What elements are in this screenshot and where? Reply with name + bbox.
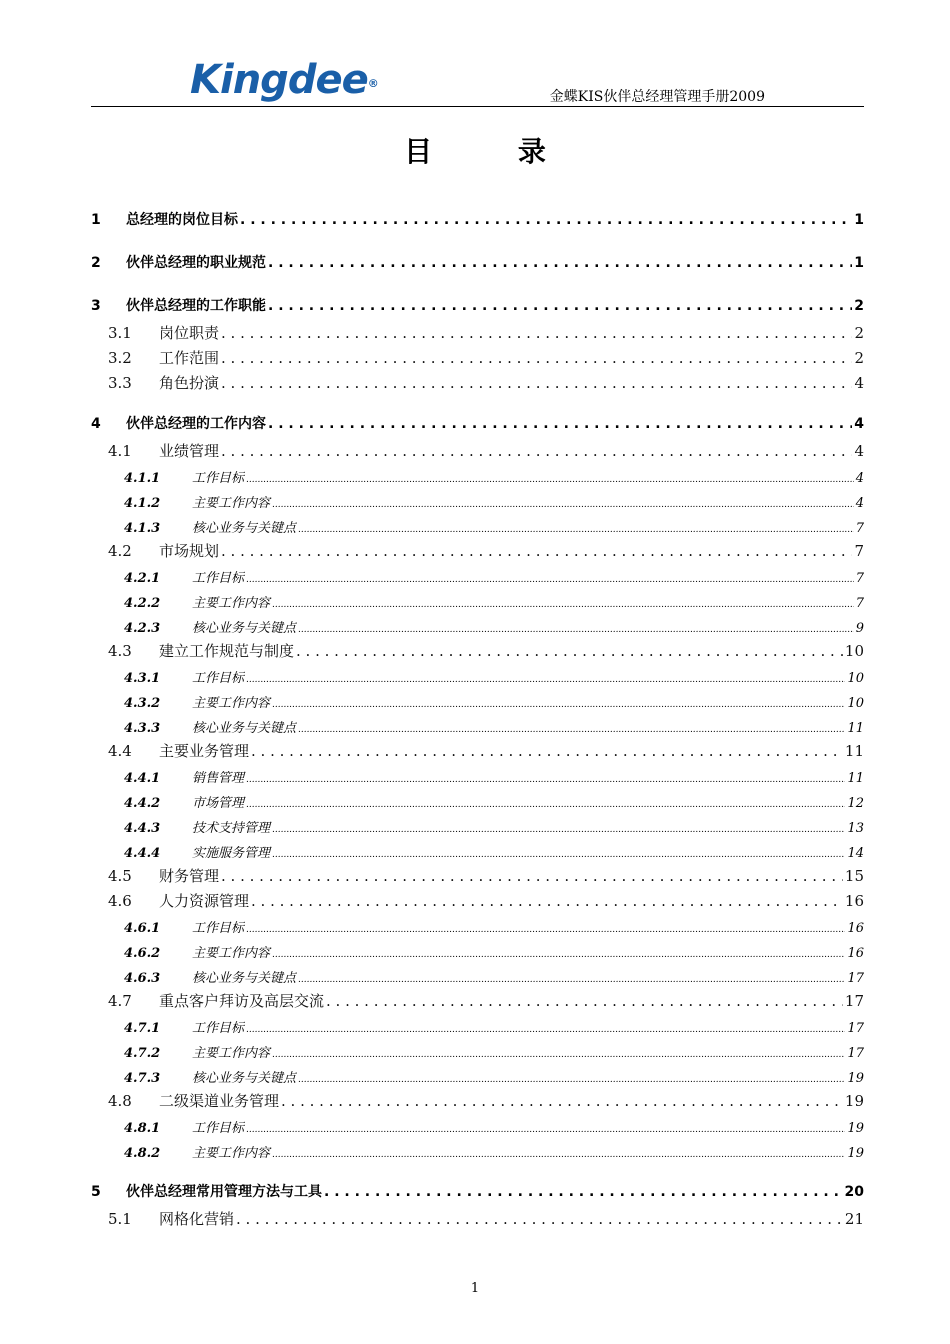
toc-entry-number: 5 bbox=[91, 1184, 101, 1200]
toc-leader-dots bbox=[246, 1021, 845, 1036]
toc-entry-page: 7 bbox=[855, 596, 864, 611]
toc-entry-title: 主要业务管理 bbox=[159, 742, 250, 760]
toc-entry[interactable] bbox=[91, 863, 864, 888]
toc-entry-page: 11 bbox=[847, 771, 864, 786]
logo-text: Kingdee bbox=[190, 57, 368, 103]
toc-leader-dots bbox=[272, 496, 854, 511]
toc-leader-dots bbox=[246, 771, 845, 786]
toc-entry[interactable] bbox=[91, 1088, 864, 1113]
toc-entry[interactable] bbox=[91, 663, 864, 688]
toc-entry[interactable] bbox=[91, 243, 864, 277]
toc-entry[interactable] bbox=[91, 1206, 864, 1231]
toc-entry-page: 13 bbox=[847, 821, 864, 836]
toc-leader-dots bbox=[246, 921, 845, 936]
toc-entry-number: 4.3 bbox=[108, 642, 132, 660]
toc-entry-title: 角色扮演 bbox=[159, 374, 220, 392]
toc-entry[interactable] bbox=[91, 463, 864, 488]
toc-entry-number: 4.3.2 bbox=[124, 696, 161, 711]
toc-entry[interactable] bbox=[91, 404, 864, 438]
toc-entry-title: 总经理的岗位目标 bbox=[126, 212, 238, 228]
toc-entry[interactable] bbox=[91, 513, 864, 538]
toc-entry-number: 4.7 bbox=[108, 992, 132, 1010]
toc-entry-page: 19 bbox=[847, 1121, 864, 1136]
header-rule bbox=[91, 106, 864, 107]
toc-entry-title: 主要工作内容 bbox=[192, 596, 271, 611]
toc-leader-dots bbox=[296, 642, 843, 660]
toc-leader-dots bbox=[246, 796, 845, 811]
toc-entry[interactable] bbox=[91, 738, 864, 763]
toc-leader-dots bbox=[246, 471, 854, 486]
toc-entry[interactable] bbox=[91, 538, 864, 563]
toc-entry[interactable] bbox=[91, 1038, 864, 1063]
toc-entry-page: 16 bbox=[847, 921, 864, 936]
toc-entry-number: 4.8.1 bbox=[124, 1121, 161, 1136]
toc-entry-title: 市场管理 bbox=[192, 796, 245, 811]
toc-entry-title: 伙伴总经理的职业规范 bbox=[126, 255, 266, 271]
toc-entry-title: 主要工作内容 bbox=[192, 696, 271, 711]
toc-entry-page: 1 bbox=[854, 212, 864, 228]
toc-entry[interactable] bbox=[91, 438, 864, 463]
toc-entry-title: 建立工作规范与制度 bbox=[159, 642, 295, 660]
toc-leader-dots bbox=[246, 671, 845, 686]
toc-leader-dots bbox=[326, 992, 843, 1010]
toc-entry[interactable] bbox=[91, 688, 864, 713]
toc-entry-title: 工作目标 bbox=[192, 471, 245, 486]
toc-entry-number: 4 bbox=[91, 416, 101, 432]
toc-entry-page: 16 bbox=[847, 946, 864, 961]
toc-entry-number: 4.4 bbox=[108, 742, 132, 760]
toc-entry-number: 4.1.1 bbox=[124, 471, 161, 486]
toc-entry-title: 岗位职责 bbox=[159, 324, 220, 342]
toc-entry-title: 销售管理 bbox=[192, 771, 245, 786]
toc-entry[interactable] bbox=[91, 488, 864, 513]
toc-entry-number: 3.2 bbox=[108, 349, 132, 367]
toc-entry-page: 11 bbox=[844, 742, 864, 760]
toc-entry-page: 7 bbox=[855, 571, 864, 586]
toc-entry-title: 业绩管理 bbox=[159, 442, 220, 460]
toc-entry-number: 4.4.4 bbox=[124, 846, 161, 861]
toc-leader-dots bbox=[298, 621, 854, 636]
toc-entry-page: 17 bbox=[847, 1046, 864, 1061]
toc-entry-page: 21 bbox=[844, 1210, 864, 1228]
toc-entry-title: 伙伴总经理的工作职能 bbox=[126, 298, 266, 314]
toc-entry-page: 7 bbox=[855, 521, 864, 536]
toc-entry-number: 4.1 bbox=[108, 442, 132, 460]
toc-entry[interactable] bbox=[91, 613, 864, 638]
toc-entry-number: 3.1 bbox=[108, 324, 132, 342]
toc-entry-number: 4.4.2 bbox=[124, 796, 161, 811]
toc-entry-page: 7 bbox=[854, 542, 864, 560]
toc-entry-title: 主要工作内容 bbox=[192, 1146, 271, 1161]
toc-entry-number: 4.2.3 bbox=[124, 621, 161, 636]
toc-entry-page: 16 bbox=[844, 892, 864, 910]
toc-entry-title: 主要工作内容 bbox=[192, 946, 271, 961]
toc-entry-page: 12 bbox=[847, 796, 864, 811]
toc-entry[interactable] bbox=[91, 563, 864, 588]
toc-entry[interactable] bbox=[91, 813, 864, 838]
toc-entry-page: 1 bbox=[854, 255, 864, 271]
toc-entry-number: 4.2.2 bbox=[124, 596, 161, 611]
toc-entry-page: 20 bbox=[844, 1184, 864, 1200]
toc-entry[interactable] bbox=[91, 1063, 864, 1088]
toc-leader-dots bbox=[272, 1046, 845, 1061]
toc-entry-page: 10 bbox=[844, 642, 864, 660]
toc-entry-page: 10 bbox=[847, 696, 864, 711]
toc-entry[interactable] bbox=[91, 963, 864, 988]
toc-leader-dots bbox=[240, 212, 852, 228]
toc-entry-number: 5.1 bbox=[108, 1210, 132, 1228]
toc-entry[interactable] bbox=[91, 320, 864, 345]
toc-entry[interactable] bbox=[91, 1172, 864, 1206]
toc-entry-number: 4.3.3 bbox=[124, 721, 161, 736]
toc-leader-dots bbox=[272, 946, 845, 961]
toc-entry[interactable] bbox=[91, 788, 864, 813]
toc-entry-title: 伙伴总经理常用管理方法与工具 bbox=[126, 1184, 322, 1200]
toc-leader-dots bbox=[221, 442, 852, 460]
toc-entry-title: 重点客户拜访及高层交流 bbox=[159, 992, 325, 1010]
toc-entry-number: 4.4.1 bbox=[124, 771, 161, 786]
toc-entry-title: 实施服务管理 bbox=[192, 846, 271, 861]
toc-leader-dots bbox=[221, 349, 852, 367]
toc-entry[interactable] bbox=[91, 988, 864, 1013]
toc-leader-dots bbox=[298, 721, 845, 736]
toc-entry-page: 11 bbox=[847, 721, 864, 736]
toc-entry-number: 4.8.2 bbox=[124, 1146, 161, 1161]
toc-entry-page: 14 bbox=[847, 846, 864, 861]
toc-leader-dots bbox=[221, 324, 852, 342]
toc-entry-number: 4.4.3 bbox=[124, 821, 161, 836]
toc-entry-number: 4.1.2 bbox=[124, 496, 161, 511]
page-number: 1 bbox=[470, 1281, 480, 1296]
toc-entry-title: 财务管理 bbox=[159, 867, 220, 885]
toc-entry-title: 工作目标 bbox=[192, 671, 245, 686]
toc-leader-dots bbox=[221, 374, 852, 392]
toc-entry[interactable] bbox=[91, 888, 864, 913]
toc-leader-dots bbox=[272, 846, 845, 861]
toc-entry-number: 4.2 bbox=[108, 542, 132, 560]
toc-entry-number: 4.3.1 bbox=[124, 671, 161, 686]
toc-leader-dots bbox=[268, 255, 852, 271]
toc-leader-dots bbox=[246, 571, 854, 586]
toc-entry-page: 19 bbox=[844, 1092, 864, 1110]
toc-entry-page: 17 bbox=[847, 1021, 864, 1036]
toc-entry-title: 工作目标 bbox=[192, 571, 245, 586]
kingdee-logo bbox=[190, 58, 378, 102]
toc-leader-dots bbox=[251, 892, 843, 910]
toc-entry-title: 核心业务与关键点 bbox=[192, 1071, 297, 1086]
toc-leader-dots bbox=[272, 596, 854, 611]
toc-entry-page: 4 bbox=[854, 442, 864, 460]
toc-leader-dots bbox=[236, 1210, 843, 1228]
toc-entry-page: 2 bbox=[854, 324, 864, 342]
toc-entry-number: 4.6 bbox=[108, 892, 132, 910]
toc-entry-page: 4 bbox=[854, 374, 864, 392]
toc-entry-title: 核心业务与关键点 bbox=[192, 721, 297, 736]
toc-leader-dots bbox=[324, 1184, 843, 1200]
toc-entry-title: 工作目标 bbox=[192, 921, 245, 936]
toc-entry[interactable] bbox=[91, 713, 864, 738]
toc-entry-title: 工作目标 bbox=[192, 1121, 245, 1136]
toc-entry[interactable] bbox=[91, 1013, 864, 1038]
toc-leader-dots bbox=[246, 1121, 845, 1136]
toc-leader-dots bbox=[272, 696, 845, 711]
toc-entry-page: 9 bbox=[855, 621, 864, 636]
toc-entry-title: 二级渠道业务管理 bbox=[159, 1092, 280, 1110]
toc-leader-dots bbox=[251, 742, 843, 760]
toc-entry[interactable] bbox=[91, 763, 864, 788]
toc-entry-title: 工作目标 bbox=[192, 1021, 245, 1036]
toc-entry-page: 2 bbox=[854, 298, 864, 314]
page-title: 目 录 bbox=[404, 135, 584, 168]
toc-entry[interactable] bbox=[91, 638, 864, 663]
toc-leader-dots bbox=[268, 416, 852, 432]
toc-entry-number: 2 bbox=[91, 255, 101, 271]
toc-entry[interactable] bbox=[91, 913, 864, 938]
toc-entry[interactable] bbox=[91, 286, 864, 320]
toc-entry-title: 工作范围 bbox=[159, 349, 220, 367]
logo-registered-mark: ® bbox=[367, 77, 378, 90]
toc-entry-number: 4.6.3 bbox=[124, 971, 161, 986]
toc-entry-page: 17 bbox=[844, 992, 864, 1010]
toc-entry-title: 网格化营销 bbox=[159, 1210, 235, 1228]
table-of-contents bbox=[91, 200, 864, 1231]
toc-entry[interactable] bbox=[91, 1113, 864, 1138]
toc-entry-page: 4 bbox=[855, 496, 864, 511]
toc-entry-number: 4.6.2 bbox=[124, 946, 161, 961]
toc-entry-title: 伙伴总经理的工作内容 bbox=[126, 416, 266, 432]
toc-entry-title: 技术支持管理 bbox=[192, 821, 271, 836]
toc-entry-number: 4.7.2 bbox=[124, 1046, 161, 1061]
toc-entry[interactable] bbox=[91, 370, 864, 395]
toc-entry-number: 3.3 bbox=[108, 374, 132, 392]
header-title: 金蝶KIS伙伴总经理管理手册2009 bbox=[549, 89, 765, 105]
toc-entry-number: 4.7.3 bbox=[124, 1071, 161, 1086]
toc-entry-title: 主要工作内容 bbox=[192, 1046, 271, 1061]
toc-entry-number: 4.6.1 bbox=[124, 921, 161, 936]
toc-entry-title: 主要工作内容 bbox=[192, 496, 271, 511]
toc-entry[interactable] bbox=[91, 1138, 864, 1163]
toc-leader-dots bbox=[298, 521, 854, 536]
toc-leader-dots bbox=[272, 1146, 845, 1161]
toc-entry-number: 3 bbox=[91, 298, 101, 314]
toc-leader-dots bbox=[268, 298, 852, 314]
toc-leader-dots bbox=[298, 971, 845, 986]
toc-entry-title: 核心业务与关键点 bbox=[192, 621, 297, 636]
toc-leader-dots bbox=[221, 542, 852, 560]
toc-entry-page: 10 bbox=[847, 671, 864, 686]
toc-entry-number: 4.8 bbox=[108, 1092, 132, 1110]
toc-entry-title: 人力资源管理 bbox=[159, 892, 250, 910]
toc-entry-page: 15 bbox=[844, 867, 864, 885]
toc-entry[interactable] bbox=[91, 838, 864, 863]
toc-entry-title: 市场规划 bbox=[159, 542, 220, 560]
toc-leader-dots bbox=[281, 1092, 843, 1110]
toc-entry-page: 17 bbox=[847, 971, 864, 986]
toc-entry-page: 4 bbox=[854, 416, 864, 432]
toc-entry[interactable] bbox=[91, 200, 864, 234]
toc-entry-page: 2 bbox=[854, 349, 864, 367]
toc-entry-title: 核心业务与关键点 bbox=[192, 521, 297, 536]
toc-entry-number: 4.1.3 bbox=[124, 521, 161, 536]
toc-entry-number: 1 bbox=[91, 212, 101, 228]
toc-entry-number: 4.7.1 bbox=[124, 1021, 161, 1036]
toc-entry[interactable] bbox=[91, 345, 864, 370]
toc-entry-number: 4.2.1 bbox=[124, 571, 161, 586]
toc-entry[interactable] bbox=[91, 588, 864, 613]
toc-entry-title: 核心业务与关键点 bbox=[192, 971, 297, 986]
toc-leader-dots bbox=[272, 821, 845, 836]
toc-entry[interactable] bbox=[91, 938, 864, 963]
toc-leader-dots bbox=[221, 867, 843, 885]
toc-entry-page: 4 bbox=[855, 471, 864, 486]
toc-entry-page: 19 bbox=[847, 1146, 864, 1161]
toc-entry-number: 4.5 bbox=[108, 867, 132, 885]
toc-entry-page: 19 bbox=[847, 1071, 864, 1086]
toc-leader-dots bbox=[298, 1071, 845, 1086]
